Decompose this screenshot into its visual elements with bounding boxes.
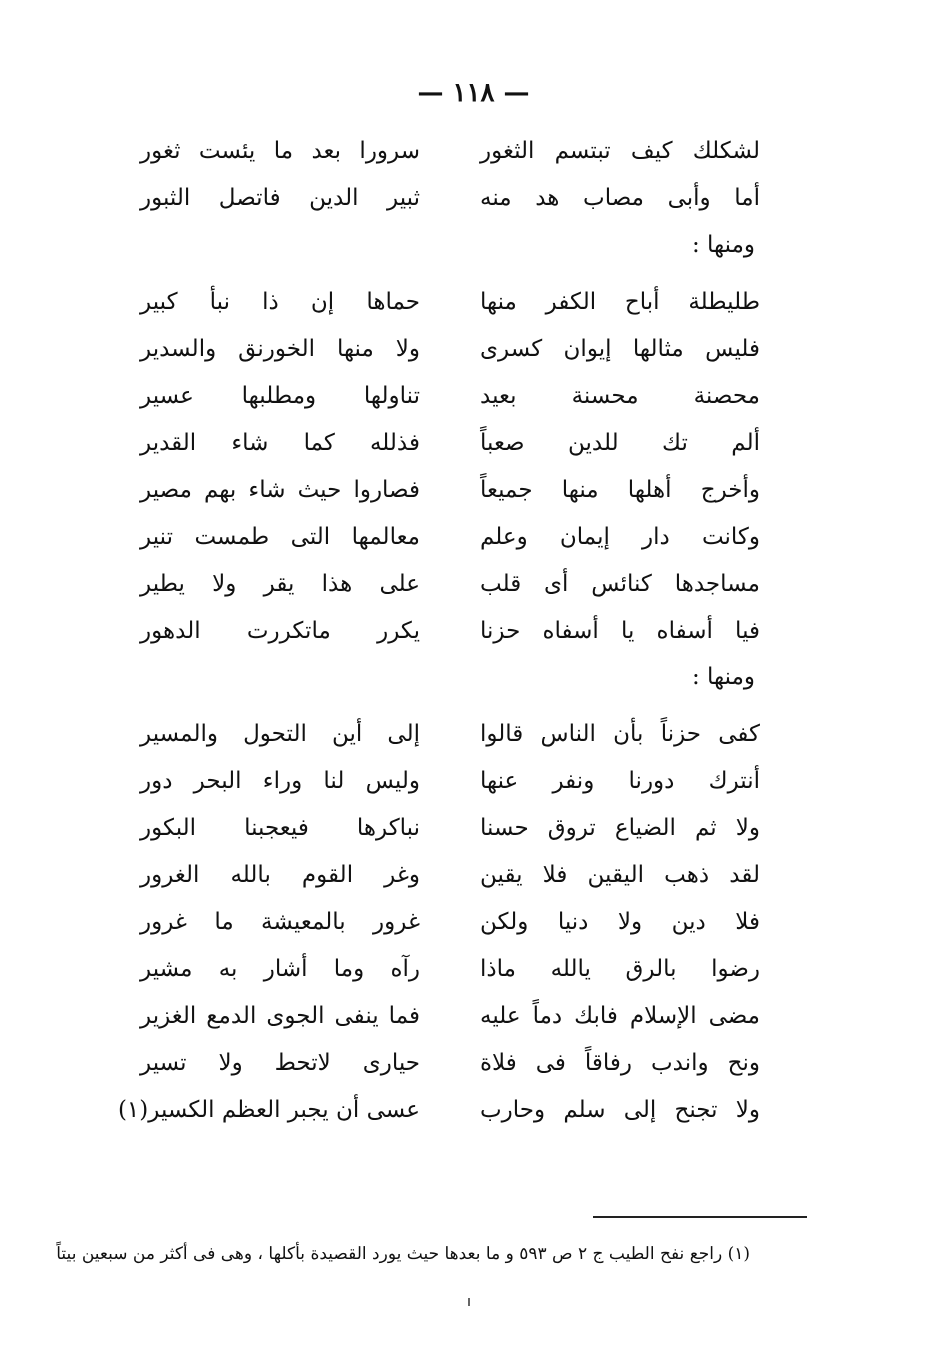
verse-line (140, 325, 760, 372)
poem-block-1 (140, 127, 760, 221)
verse-line (117, 1086, 760, 1133)
verse-second-hemistich: إلى أين التحول والمسير (140, 720, 420, 747)
verse-first-hemistich: ولا تجنح إلى سلم وحارب (480, 1096, 760, 1123)
verse-line (140, 278, 760, 325)
verse-second-hemistich: سرورا بعد ما يئست ثغور (140, 137, 420, 164)
verse-second-hemistich: حماها إن ذا نبأ كبير (140, 288, 420, 315)
verse-second-hemistich: تناولها ومطلبها عسير (140, 382, 420, 409)
print-speck (468, 1298, 470, 1306)
footnote: (١) راجع نفح الطيب ج ٢ ص ٥٩٣ و ما بعدها حيث يورد القصيدة بأكلها ، وهى فى أكثر من سبعين بيتاً (56, 1244, 750, 1264)
poem-block-2 (140, 278, 760, 654)
verse-second-hemistich: فصاروا حيث شاء بهم مصير (140, 476, 420, 503)
verse-first-hemistich: مساجدها كنائس أى قلب (480, 570, 760, 597)
verse-line (140, 127, 760, 174)
verse-first-hemistich: ألم تك للدين صعباً (480, 429, 760, 456)
verse-second-hemistich: يكرر ماتكررت الدهور (140, 617, 420, 644)
verse-first-hemistich: مضى الإسلام فابك دماً عليه (480, 1002, 760, 1029)
verse-second-hemistich: نباكرها فيعجبنا البكور (140, 814, 420, 841)
verse-first-hemistich: وأخرج أهلها منها جميعاً (480, 476, 760, 503)
verse-line (140, 372, 760, 419)
section-label: ومنها : (691, 232, 755, 258)
verse-second-hemistich: وليس لنا وراء البحر دور (140, 767, 420, 794)
verse-line (140, 851, 760, 898)
verse-first-hemistich: ولا ثم الضياع تروق حسنا (480, 814, 760, 841)
verse-second-hemistich: فذلله كما شاء القدير (140, 429, 420, 456)
verse-first-hemistich: طليطلة أباح الكفر منها (480, 288, 760, 315)
section-label: ومنها : (691, 664, 755, 690)
verse-line (140, 513, 760, 560)
poem-block-3 (117, 710, 760, 1133)
verse-first-hemistich: كفى حزناً بأن الناس قالوا (480, 720, 760, 747)
verse-line (140, 898, 760, 945)
verse-line (140, 992, 760, 1039)
page-number: — ١١٨ — (417, 78, 530, 108)
verse-second-hemistich: ثبير الدين فاتصل الثبور (140, 184, 420, 211)
verse-second-hemistich: وغر القوم بالله الغرور (140, 861, 420, 888)
verse-second-hemistich: عسى أن يجبر العظم الكسير(١) (117, 1096, 420, 1123)
verse-line (140, 419, 760, 466)
verse-first-hemistich: فلا دين ولا دنيا ولكن (480, 908, 760, 935)
verse-line (140, 710, 760, 757)
verse-first-hemistich: أما وأبى مصاب هد منه (480, 184, 760, 211)
verse-line (140, 607, 760, 654)
verse-second-hemistich: فما ينفى الجوى الدمع الغزير (140, 1002, 420, 1029)
verse-line (140, 466, 760, 513)
verse-first-hemistich: ونح واندب رفاقاً فى فلاة (480, 1049, 760, 1076)
verse-first-hemistich: رضوا بالرق يالله ماذا (480, 955, 760, 982)
verse-line (140, 804, 760, 851)
verse-line (140, 945, 760, 992)
verse-line (140, 757, 760, 804)
verse-second-hemistich: ولا منها الخورنق والسدير (140, 335, 420, 362)
verse-line (140, 560, 760, 607)
verse-first-hemistich: فيا أسفاه يا أسفاه حزنا (480, 617, 760, 644)
footnote-divider (593, 1216, 807, 1218)
verse-first-hemistich: لقد ذهب اليقين فلا يقين (480, 861, 760, 888)
verse-second-hemistich: غرور بالمعيشة ما غرور (140, 908, 420, 935)
verse-second-hemistich: حيارى لاتحط ولا تسير (140, 1049, 420, 1076)
verse-first-hemistich: محصنة محسنة بعيد (480, 382, 760, 409)
verse-second-hemistich: معالمها التى طمست تنير (140, 523, 420, 550)
verse-first-hemistich: وكانت دار إيمان وعلم (480, 523, 760, 550)
verse-second-hemistich: رآه وما أشار به مشير (140, 955, 420, 982)
verse-first-hemistich: فليس مثالها إيوان كسرى (480, 335, 760, 362)
verse-first-hemistich: أنترك دورنا ونفر عنها (480, 767, 760, 794)
verse-line (140, 174, 760, 221)
verse-first-hemistich: لشكلك كيف تبتسم الثغور (480, 137, 760, 164)
verse-second-hemistich: على هذا يقر ولا يطير (140, 570, 420, 597)
verse-line (140, 1039, 760, 1086)
